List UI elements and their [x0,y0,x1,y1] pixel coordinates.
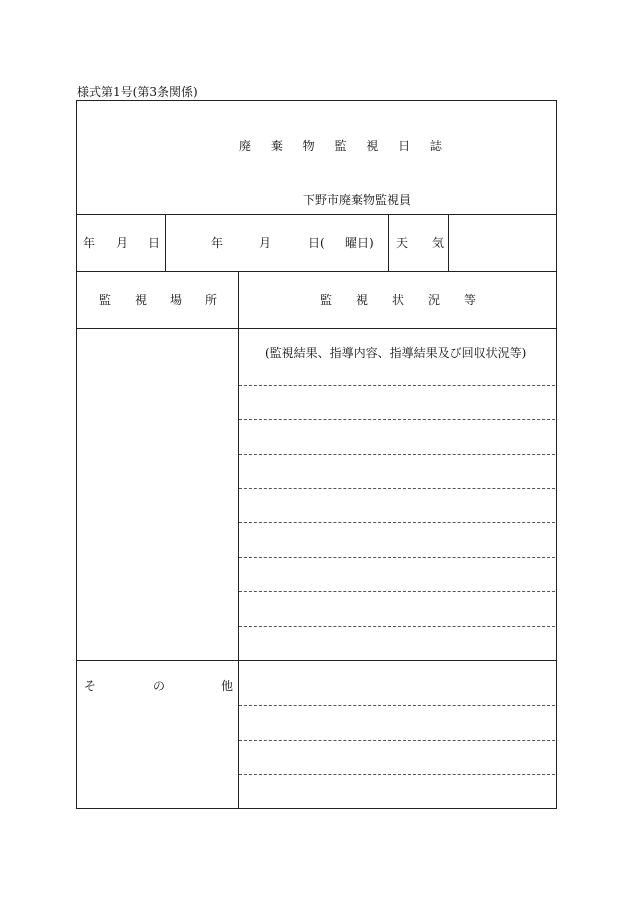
status-header-char: 等 [464,293,477,307]
writing-line [239,488,555,489]
form-number: 様式第1号(第3条関係) [77,85,198,99]
other-label-char: の [153,679,166,693]
status-header-char: 視 [356,293,369,307]
rule-before-other [76,660,557,661]
rule-after-header-row [76,328,557,329]
column-divider [238,271,239,809]
writing-line [239,557,555,558]
location-header-char: 場 [170,293,183,307]
writing-line [239,419,555,420]
writing-line [239,454,555,455]
date-label-day: 日 [148,236,161,250]
writing-line [239,626,555,627]
date-entry-year: 年 [211,236,224,250]
writing-line [239,522,555,523]
weather-label-ten: 天 [396,236,409,250]
form-title: 廃 棄 物 監 視 日 誌 [239,139,450,153]
rule-after-date-row [76,271,557,272]
date-label-month: 月 [116,236,129,250]
weather-value-divider [448,214,449,271]
writing-line [239,774,555,775]
writing-line [239,705,555,706]
date-label-divider [165,214,166,271]
writing-line [239,740,555,741]
date-entry-day: 日( [308,236,325,250]
location-header-char: 監 [99,293,112,307]
weather-label-ki: 気 [432,236,445,250]
location-header-char: 視 [135,293,148,307]
writing-line [239,591,555,592]
status-header-char: 状 [392,293,405,307]
weather-label-divider [388,214,389,271]
date-entry-month: 月 [259,236,272,250]
other-label-char: 他 [221,679,234,693]
other-label-char: そ [84,679,97,693]
date-label-year: 年 [83,236,96,250]
writing-line [239,385,555,386]
status-note: (監視結果、指導内容、指導結果及び回収状況等) [265,346,527,360]
issuer-name: 下野市廃棄物監視員 [303,193,412,207]
status-header-char: 監 [320,293,333,307]
date-entry-weekday: 曜日) [345,236,374,250]
location-header-char: 所 [205,293,218,307]
rule-after-title [76,214,557,215]
status-header-char: 況 [428,293,441,307]
